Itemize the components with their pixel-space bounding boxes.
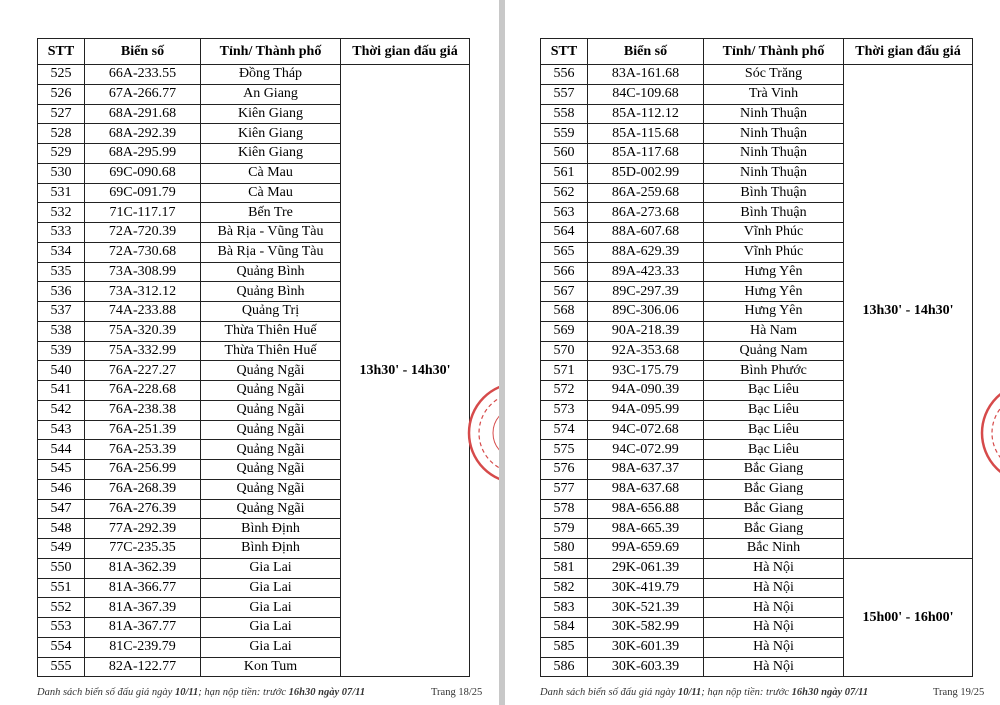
- row-province: Gia Lai: [201, 637, 341, 657]
- row-province: Quảng Nam: [704, 341, 844, 361]
- row-plate-number: 30K-521.39: [588, 598, 704, 618]
- row-province: An Giang: [201, 84, 341, 104]
- row-province: Vĩnh Phúc: [704, 223, 844, 243]
- row-province: Gia Lai: [201, 618, 341, 638]
- row-province: Hà Nội: [704, 637, 844, 657]
- header-province: Tỉnh/ Thành phố: [201, 39, 341, 65]
- row-plate-number: 29K-061.39: [588, 558, 704, 578]
- row-plate-number: 85A-117.68: [588, 144, 704, 164]
- row-province: Bình Phước: [704, 361, 844, 381]
- row-stt: 534: [38, 242, 85, 262]
- row-stt: 547: [38, 499, 85, 519]
- row-province: Hà Nam: [704, 321, 844, 341]
- row-stt: 567: [541, 282, 588, 302]
- row-plate-number: 81C-239.79: [85, 637, 201, 657]
- row-stt: 565: [541, 242, 588, 262]
- row-stt: 554: [38, 637, 85, 657]
- stamp-icon: [980, 378, 1000, 488]
- row-stt: 536: [38, 282, 85, 302]
- row-plate-number: 81A-362.39: [85, 558, 201, 578]
- row-province: Cà Mau: [201, 163, 341, 183]
- row-stt: 573: [541, 400, 588, 420]
- row-stt: 585: [541, 637, 588, 657]
- row-plate-number: 73A-308.99: [85, 262, 201, 282]
- row-plate-number: 76A-276.39: [85, 499, 201, 519]
- row-province: Hà Nội: [704, 618, 844, 638]
- row-plate-number: 98A-656.88: [588, 499, 704, 519]
- plate-auction-table: [540, 38, 973, 677]
- row-province: Bến Tre: [201, 203, 341, 223]
- row-stt: 548: [38, 519, 85, 539]
- row-province: Kiên Giang: [201, 104, 341, 124]
- row-province: Thừa Thiên Huế: [201, 321, 341, 341]
- auction-time-slot: 13h30' - 14h30': [341, 65, 470, 677]
- row-plate-number: 76A-256.99: [85, 460, 201, 480]
- row-stt: 553: [38, 618, 85, 638]
- row-stt: 564: [541, 223, 588, 243]
- row-stt: 532: [38, 203, 85, 223]
- row-province: Kiên Giang: [201, 124, 341, 144]
- row-plate-number: 77C-235.35: [85, 539, 201, 559]
- row-province: Gia Lai: [201, 558, 341, 578]
- row-stt: 558: [541, 104, 588, 124]
- footer-date: 10/11: [174, 687, 199, 698]
- row-stt: 561: [541, 163, 588, 183]
- row-province: Kiên Giang: [201, 144, 341, 164]
- row-plate-number: 83A-161.68: [588, 65, 704, 85]
- header-auction-time: Thời gian đấu giá: [341, 39, 470, 65]
- row-province: Bà Rịa - Vũng Tàu: [201, 242, 341, 262]
- row-plate-number: 75A-320.39: [85, 321, 201, 341]
- row-province: Trà Vinh: [704, 84, 844, 104]
- row-province: Bình Định: [201, 539, 341, 559]
- row-province: Quảng Ngãi: [201, 479, 341, 499]
- row-province: Hà Nội: [704, 558, 844, 578]
- row-province: Bà Rịa - Vũng Tàu: [201, 223, 341, 243]
- row-stt: 560: [541, 144, 588, 164]
- row-stt: 563: [541, 203, 588, 223]
- row-plate-number: 71C-117.17: [85, 203, 201, 223]
- row-province: Thừa Thiên Huế: [201, 341, 341, 361]
- footer-middle: ; hạn nộp tiền: trước: [701, 687, 792, 698]
- row-stt: 551: [38, 578, 85, 598]
- row-plate-number: 69C-091.79: [85, 183, 201, 203]
- row-plate-number: 89C-297.39: [588, 282, 704, 302]
- row-stt: 575: [541, 440, 588, 460]
- row-plate-number: 68A-292.39: [85, 124, 201, 144]
- row-province: Bắc Giang: [704, 479, 844, 499]
- row-plate-number: 72A-720.39: [85, 223, 201, 243]
- row-province: Bình Thuận: [704, 203, 844, 223]
- auction-time-slot: 15h00' - 16h00': [844, 558, 973, 677]
- row-plate-number: 89A-423.33: [588, 262, 704, 282]
- row-plate-number: 84C-109.68: [588, 84, 704, 104]
- row-plate-number: 85D-002.99: [588, 163, 704, 183]
- header-plate-number: Biển số: [85, 39, 201, 65]
- row-plate-number: 72A-730.68: [85, 242, 201, 262]
- page-footer-note: [540, 687, 868, 698]
- row-plate-number: 99A-659.69: [588, 539, 704, 559]
- footer-prefix: Danh sách biển số đấu giá ngày: [37, 687, 175, 698]
- footer-prefix: Danh sách biển số đấu giá ngày: [540, 687, 678, 698]
- auction-time-slot: 13h30' - 14h30': [844, 65, 973, 559]
- row-stt: 576: [541, 460, 588, 480]
- row-plate-number: 30K-603.39: [588, 657, 704, 677]
- row-plate-number: 98A-637.37: [588, 460, 704, 480]
- table-row: [541, 65, 973, 85]
- row-stt: 566: [541, 262, 588, 282]
- row-stt: 526: [38, 84, 85, 104]
- row-plate-number: 76A-227.27: [85, 361, 201, 381]
- row-stt: 544: [38, 440, 85, 460]
- header-auction-time: Thời gian đấu giá: [844, 39, 973, 65]
- row-stt: 570: [541, 341, 588, 361]
- row-province: Quảng Ngãi: [201, 499, 341, 519]
- row-plate-number: 93C-175.79: [588, 361, 704, 381]
- row-stt: 538: [38, 321, 85, 341]
- table-row: [541, 558, 973, 578]
- row-plate-number: 89C-306.06: [588, 302, 704, 322]
- row-stt: 555: [38, 657, 85, 677]
- row-province: Quảng Ngãi: [201, 361, 341, 381]
- header-plate-number: Biển số: [588, 39, 704, 65]
- row-plate-number: 73A-312.12: [85, 282, 201, 302]
- document-page-18: [0, 0, 499, 705]
- table-header-row: [38, 39, 470, 65]
- row-stt: 539: [38, 341, 85, 361]
- row-stt: 559: [541, 124, 588, 144]
- row-province: Sóc Trăng: [704, 65, 844, 85]
- row-province: Ninh Thuận: [704, 163, 844, 183]
- row-stt: 581: [541, 558, 588, 578]
- row-plate-number: 82A-122.77: [85, 657, 201, 677]
- row-province: Gia Lai: [201, 598, 341, 618]
- red-stamp-partial: [461, 378, 499, 488]
- row-province: Bắc Ninh: [704, 539, 844, 559]
- row-province: Cà Mau: [201, 183, 341, 203]
- row-stt: 530: [38, 163, 85, 183]
- row-stt: 543: [38, 420, 85, 440]
- row-province: Bắc Giang: [704, 499, 844, 519]
- row-province: Quảng Ngãi: [201, 440, 341, 460]
- row-stt: 578: [541, 499, 588, 519]
- footer-date: 10/11: [677, 687, 702, 698]
- row-plate-number: 81A-367.39: [85, 598, 201, 618]
- row-stt: 556: [541, 65, 588, 85]
- row-stt: 540: [38, 361, 85, 381]
- header-stt: STT: [38, 39, 85, 65]
- row-province: Quảng Bình: [201, 262, 341, 282]
- row-stt: 569: [541, 321, 588, 341]
- footer-middle: ; hạn nộp tiền: trước: [198, 687, 289, 698]
- row-plate-number: 76A-253.39: [85, 440, 201, 460]
- row-plate-number: 85A-115.68: [588, 124, 704, 144]
- page-footer-note: [37, 687, 365, 698]
- stamp-icon: [461, 378, 499, 488]
- row-province: Bắc Giang: [704, 519, 844, 539]
- row-plate-number: 76A-228.68: [85, 381, 201, 401]
- row-plate-number: 85A-112.12: [588, 104, 704, 124]
- row-province: Ninh Thuận: [704, 124, 844, 144]
- row-province: Hưng Yên: [704, 262, 844, 282]
- page-number: Trang 19/25: [933, 687, 985, 698]
- footer-deadline: 16h30 ngày 07/11: [288, 687, 366, 698]
- row-plate-number: 68A-291.68: [85, 104, 201, 124]
- row-province: Bạc Liêu: [704, 381, 844, 401]
- plate-auction-table: [37, 38, 470, 677]
- row-plate-number: 98A-665.39: [588, 519, 704, 539]
- row-stt: 545: [38, 460, 85, 480]
- row-stt: 527: [38, 104, 85, 124]
- row-province: Gia Lai: [201, 578, 341, 598]
- row-province: Hà Nội: [704, 578, 844, 598]
- row-plate-number: 94C-072.68: [588, 420, 704, 440]
- row-province: Ninh Thuận: [704, 144, 844, 164]
- row-province: Vĩnh Phúc: [704, 242, 844, 262]
- row-province: Hà Nội: [704, 657, 844, 677]
- row-stt: 525: [38, 65, 85, 85]
- row-plate-number: 68A-295.99: [85, 144, 201, 164]
- row-stt: 549: [38, 539, 85, 559]
- row-stt: 552: [38, 598, 85, 618]
- row-stt: 586: [541, 657, 588, 677]
- red-stamp-partial: [980, 378, 1000, 488]
- row-plate-number: 94A-090.39: [588, 381, 704, 401]
- row-plate-number: 88A-629.39: [588, 242, 704, 262]
- row-plate-number: 76A-238.38: [85, 400, 201, 420]
- row-plate-number: 92A-353.68: [588, 341, 704, 361]
- row-province: Bạc Liêu: [704, 440, 844, 460]
- row-stt: 580: [541, 539, 588, 559]
- row-stt: 582: [541, 578, 588, 598]
- row-province: Bình Định: [201, 519, 341, 539]
- row-plate-number: 66A-233.55: [85, 65, 201, 85]
- row-plate-number: 30K-601.39: [588, 637, 704, 657]
- row-plate-number: 30K-419.79: [588, 578, 704, 598]
- row-stt: 542: [38, 400, 85, 420]
- row-stt: 541: [38, 381, 85, 401]
- row-stt: 571: [541, 361, 588, 381]
- row-plate-number: 94C-072.99: [588, 440, 704, 460]
- row-plate-number: 81A-366.77: [85, 578, 201, 598]
- row-province: Bắc Giang: [704, 460, 844, 480]
- header-province: Tỉnh/ Thành phố: [704, 39, 844, 65]
- row-stt: 528: [38, 124, 85, 144]
- row-province: Quảng Ngãi: [201, 381, 341, 401]
- row-province: Quảng Ngãi: [201, 420, 341, 440]
- row-plate-number: 94A-095.99: [588, 400, 704, 420]
- row-stt: 568: [541, 302, 588, 322]
- row-plate-number: 86A-273.68: [588, 203, 704, 223]
- page-number: Trang 18/25: [431, 687, 483, 698]
- row-plate-number: 90A-218.39: [588, 321, 704, 341]
- row-stt: 529: [38, 144, 85, 164]
- row-stt: 577: [541, 479, 588, 499]
- row-plate-number: 74A-233.88: [85, 302, 201, 322]
- row-plate-number: 67A-266.77: [85, 84, 201, 104]
- row-province: Kon Tum: [201, 657, 341, 677]
- row-plate-number: 75A-332.99: [85, 341, 201, 361]
- row-province: Quảng Bình: [201, 282, 341, 302]
- row-stt: 584: [541, 618, 588, 638]
- row-plate-number: 88A-607.68: [588, 223, 704, 243]
- row-stt: 535: [38, 262, 85, 282]
- row-province: Bình Thuận: [704, 183, 844, 203]
- row-province: Quảng Ngãi: [201, 400, 341, 420]
- document-page-19: [505, 0, 1000, 705]
- row-plate-number: 76A-268.39: [85, 479, 201, 499]
- row-province: Đồng Tháp: [201, 65, 341, 85]
- row-plate-number: 77A-292.39: [85, 519, 201, 539]
- header-stt: STT: [541, 39, 588, 65]
- row-province: Quảng Ngãi: [201, 460, 341, 480]
- table-row: [38, 65, 470, 85]
- row-stt: 531: [38, 183, 85, 203]
- row-stt: 583: [541, 598, 588, 618]
- row-province: Bạc Liêu: [704, 400, 844, 420]
- row-stt: 574: [541, 420, 588, 440]
- row-province: Hà Nội: [704, 598, 844, 618]
- row-plate-number: 98A-637.68: [588, 479, 704, 499]
- row-stt: 550: [38, 558, 85, 578]
- row-stt: 537: [38, 302, 85, 322]
- row-stt: 579: [541, 519, 588, 539]
- row-province: Hưng Yên: [704, 282, 844, 302]
- row-stt: 533: [38, 223, 85, 243]
- row-plate-number: 76A-251.39: [85, 420, 201, 440]
- row-plate-number: 81A-367.77: [85, 618, 201, 638]
- row-stt: 562: [541, 183, 588, 203]
- table-header-row: [541, 39, 973, 65]
- row-stt: 546: [38, 479, 85, 499]
- row-province: Ninh Thuận: [704, 104, 844, 124]
- row-province: Bạc Liêu: [704, 420, 844, 440]
- row-plate-number: 69C-090.68: [85, 163, 201, 183]
- footer-deadline: 16h30 ngày 07/11: [791, 687, 869, 698]
- row-plate-number: 30K-582.99: [588, 618, 704, 638]
- row-province: Quảng Trị: [201, 302, 341, 322]
- row-stt: 557: [541, 84, 588, 104]
- row-plate-number: 86A-259.68: [588, 183, 704, 203]
- row-stt: 572: [541, 381, 588, 401]
- row-province: Hưng Yên: [704, 302, 844, 322]
